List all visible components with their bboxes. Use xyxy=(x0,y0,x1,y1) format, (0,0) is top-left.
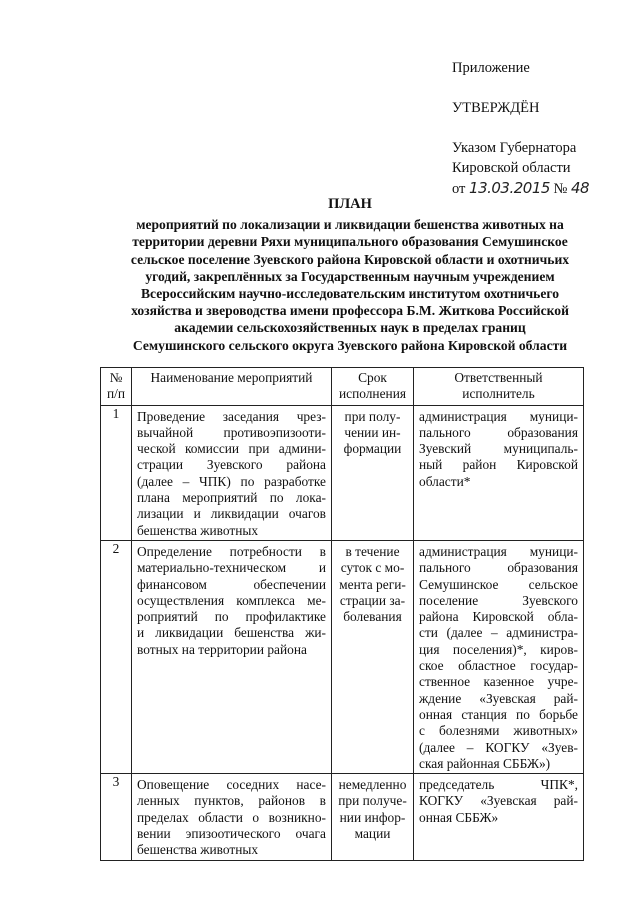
measure-responsible-line: пального образования xyxy=(419,560,578,576)
measure-term-line: страции за- xyxy=(339,592,406,608)
header-name: Наименование мероприятий xyxy=(132,368,332,406)
table-row xyxy=(101,405,584,540)
appendix-label: Приложение xyxy=(452,60,530,76)
measure-responsible-line: ственное казенное учре- xyxy=(419,674,578,690)
handwritten-date: 13.03.2015 xyxy=(469,179,550,197)
measure-name-line: ленных пунктов, районов в xyxy=(137,793,326,809)
plan-subtitle-line: Семушинского сельского округа Зуевского района Кировской области xyxy=(132,337,568,353)
measure-responsible-line: ция поселения)*, киров- xyxy=(419,641,578,657)
table-row xyxy=(101,540,584,773)
measure-responsible-line: (далее – КОГКУ «Зуев- xyxy=(419,739,578,755)
measure-name-line: плана мероприятий по лока- xyxy=(137,490,326,506)
plan-title-block xyxy=(95,196,605,354)
measure-term-line: формации xyxy=(343,441,402,457)
measure-responsible-line: ждение «Зуевская рай- xyxy=(419,690,578,706)
measure-term xyxy=(332,540,414,773)
measure-name-line: страции Зуевского района xyxy=(137,457,326,473)
measures-table xyxy=(100,367,584,861)
decree-line-2: Кировской области xyxy=(452,160,571,176)
measure-name xyxy=(132,540,332,773)
measure-term xyxy=(332,405,414,540)
measure-responsible xyxy=(414,540,584,773)
row-number: 1 xyxy=(101,405,132,540)
measure-name xyxy=(132,405,332,540)
measure-term-line: болевания xyxy=(343,609,402,625)
measure-responsible-line: ская районная СББЖ») xyxy=(419,755,551,771)
measure-name-line: Определение потребности в xyxy=(137,543,326,559)
measure-name-line: материально-техническом и xyxy=(137,560,326,576)
row-number: 3 xyxy=(101,774,132,860)
measure-responsible-line: с болезнями животных» xyxy=(419,723,578,739)
measure-responsible-line: председатель ЧПК*, xyxy=(419,777,578,793)
measure-responsible-line: Семушинское сельское xyxy=(419,576,578,592)
measure-responsible xyxy=(414,774,584,860)
measure-responsible-line: онная СББЖ» xyxy=(419,809,499,825)
measure-name-line: пределах области о возникно- xyxy=(137,809,326,825)
plan-subtitle-line: угодий, закреплённых за Государственным научным учреждением xyxy=(145,268,555,284)
measure-term-line: мента реги- xyxy=(339,576,406,592)
measure-responsible-line: онная станция по борьбе xyxy=(419,706,578,722)
measure-name-line: Оповещение соседних насе- xyxy=(137,777,326,793)
measure-responsible-line: поселение Зуевского xyxy=(419,592,578,608)
measure-term-line: нии инфор- xyxy=(339,809,406,825)
measure-name-line: бешенства животных xyxy=(137,842,259,858)
measure-responsible xyxy=(414,405,584,540)
measure-responsible-line: области* xyxy=(419,473,471,489)
handwritten-number: 48 xyxy=(571,179,590,197)
measure-responsible-line: администрация муници- xyxy=(419,543,578,559)
measure-name-line: финансовом обеспечении xyxy=(137,576,326,592)
measure-name-line: вении эпизоотического очага xyxy=(137,826,326,842)
table-header-row xyxy=(101,368,584,406)
measure-term-line: суток с мо- xyxy=(340,560,405,576)
measure-term-line: чении ин- xyxy=(344,424,401,440)
row-number: 2 xyxy=(101,540,132,773)
measure-name-line: роприятий по профилактике xyxy=(137,609,326,625)
measure-responsible-line: КОГКУ «Зуевская рай- xyxy=(419,793,578,809)
measure-responsible-line: администрация муници- xyxy=(419,408,578,424)
header-responsible: Ответственный исполнитель xyxy=(414,368,584,406)
measure-responsible-line: ный район Кировской xyxy=(419,457,578,473)
plan-heading: ПЛАН xyxy=(328,196,372,212)
measure-term-line: при получе- xyxy=(338,793,407,809)
plan-subtitle-line: академии сельскохозяйственных наук в пределах границ xyxy=(174,320,526,336)
measure-name-line: осуществления комплекса ме- xyxy=(137,592,326,608)
measure-responsible-line: сти (далее – администра- xyxy=(419,625,578,641)
plan-subtitle-line: Всероссийским научно-исследовательским институтом охотничьего xyxy=(140,286,560,302)
approval-stamp xyxy=(452,58,589,199)
measure-name-line: и ликвидации бешенства жи- xyxy=(137,625,326,641)
measure-name-line: бешенства животных xyxy=(137,522,259,538)
measure-term-line: немедленно xyxy=(338,777,407,793)
decree-line-1: Указом Губернатора xyxy=(452,140,577,156)
header-number: № п/п xyxy=(101,368,132,406)
number-prefix: № xyxy=(553,181,568,197)
measure-name-line: вотных на территории района xyxy=(137,641,307,657)
measure-term-line: в течение xyxy=(345,543,400,559)
measure-responsible-line: района Кировской обла- xyxy=(419,609,578,625)
measure-name-line: лизации и ликвидации очагов xyxy=(137,506,326,522)
measure-term-line: мации xyxy=(354,826,391,842)
date-prefix: от xyxy=(452,181,466,197)
measure-name xyxy=(132,774,332,860)
approved-label: УТВЕРЖДЁН xyxy=(452,100,540,116)
plan-subtitle-line: хозяйства и звероводства имени профессора Б.М. Житкова Российской xyxy=(131,303,569,319)
measure-term-line: при полу- xyxy=(344,408,401,424)
measure-responsible-line: ское областное государ- xyxy=(419,658,578,674)
measure-name-line: (далее – ЧПК) по разработке xyxy=(137,473,326,489)
measure-name-line: вычайной противоэпизооти- xyxy=(137,424,326,440)
measure-name-line: Проведение заседания чрез- xyxy=(137,408,326,424)
table-body xyxy=(101,405,584,860)
measure-responsible-line: Зуевский муниципаль- xyxy=(419,441,578,457)
plan-subtitle-line: территории деревни Ряхи муниципального образования Семушинское xyxy=(132,234,568,250)
measure-term xyxy=(332,774,414,860)
header-term: Срок исполнения xyxy=(332,368,414,406)
measure-name-line: ческой комиссии при админи- xyxy=(137,441,326,457)
table-row xyxy=(101,774,584,860)
plan-subtitle-line: мероприятий по локализации и ликвидации бешенства животных на xyxy=(136,217,564,233)
plan-subtitle xyxy=(95,216,605,354)
plan-subtitle-line: сельское поселение Зуевского района Кировской области и охотничьих xyxy=(130,251,570,267)
measure-responsible-line: пального образования xyxy=(419,424,578,440)
